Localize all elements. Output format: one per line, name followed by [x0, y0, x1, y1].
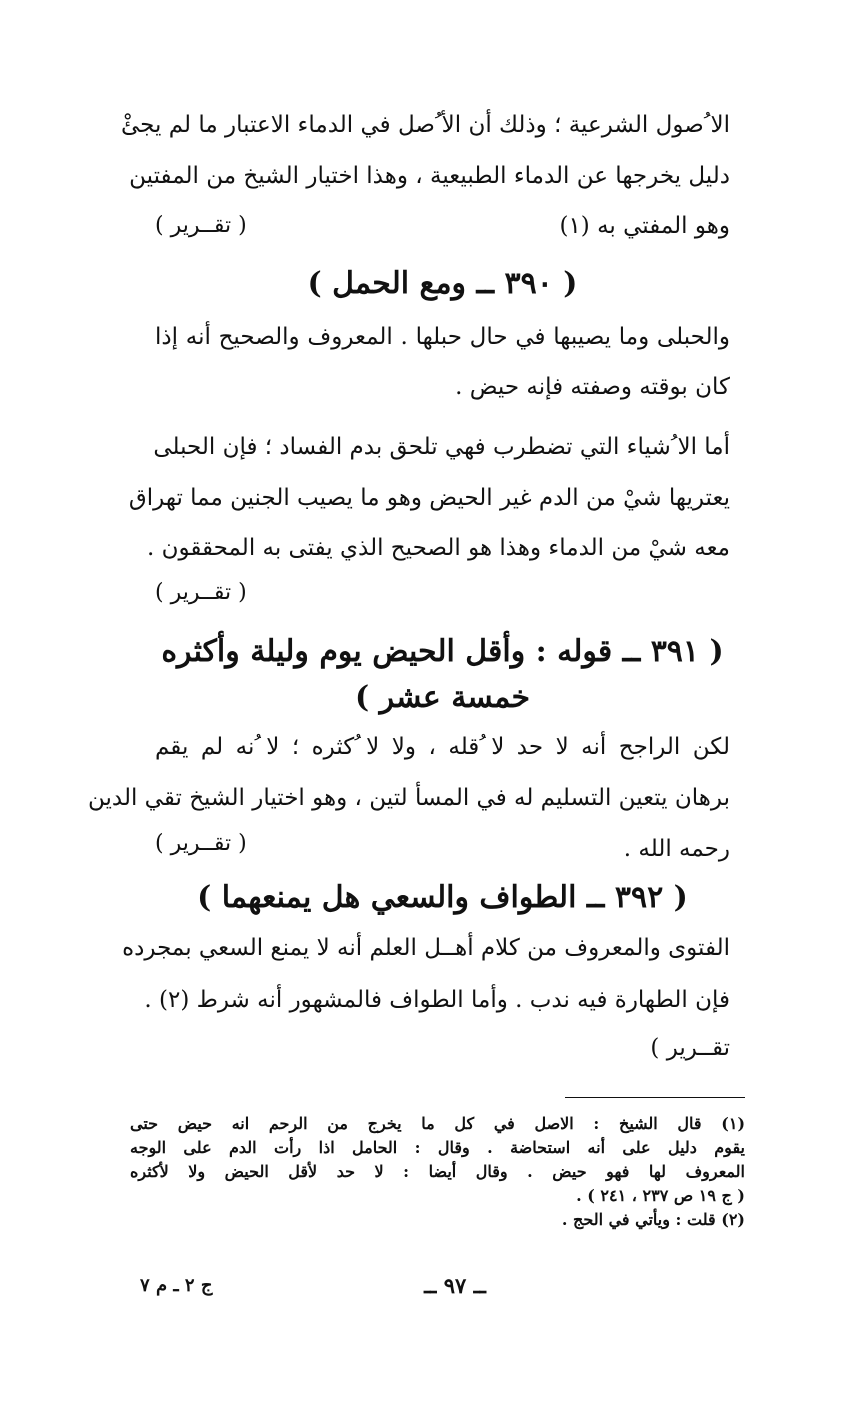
reference-taqrir: تقــرير ): [650, 1035, 730, 1061]
text-line: لكن الراجح أنه لا حد لا ُقله ، ولا لا ُكثره ؛ لا ُنه لم يقم: [155, 734, 730, 760]
footnote-line: يقوم دليل على أنه استحاضة . وقال : الحامل اذا رأت الدم على الوجه: [130, 1138, 745, 1157]
section-heading-392: ( ٣٩٢ ــ الطواف والسعي هل يمنعهما ): [197, 880, 688, 915]
text-line: فإن الطهارة فيه ندب . وأما الطواف فالمشهور أنه شرط (٢) .: [144, 987, 730, 1013]
section-heading-391-continued: خمسة عشر ): [354, 680, 531, 715]
text-line: الفتوى والمعروف من كلام أهــل العلم أنه لا يمنع السعي بمجرده: [122, 935, 730, 961]
reference-taqrir: ( تقــرير ): [155, 831, 247, 856]
text-line: دليل يخرجها عن الدماء الطبيعية ، وهذا اختيار الشيخ من المفتين: [129, 163, 730, 189]
footnote-line: (٢) قلت : ويأتي في الحج .: [561, 1210, 745, 1229]
text-line: والحبلى وما يصيبها في حال حبلها . المعروف والصحيح أنه إذا: [155, 324, 730, 350]
text-line: كان بوقته وصفته فإنه حيض .: [455, 374, 730, 400]
text-line: أما الا ُشياء التي تضطرب فهي تلحق بدم الفساد ؛ فإن الحبلى: [153, 434, 730, 460]
text-line: برهان يتعين التسليم له في المسأ لتين ، وهو اختيار الشيخ تقي الدين: [87, 785, 730, 811]
reference-taqrir: ( تقــرير ): [155, 213, 247, 238]
text-line: يعتريها شيْ من الدم غير الحيض وهو ما يصيب الجنين مما تهراق: [128, 485, 730, 511]
footnote-divider: [565, 1097, 745, 1098]
text-line: رحمه الله .: [623, 836, 730, 862]
reference-taqrir: ( تقــرير ): [155, 580, 247, 605]
text-line: وهو المفتي به (١): [559, 213, 730, 239]
footnote-line: المعروف لها فهو حيض . وقال أيضا : لا حد لأقل الحيض ولا لأكثره: [130, 1162, 745, 1181]
printer-signature: ج ٢ ـ م ٧: [140, 1275, 213, 1296]
footnote-line: ( ج ١٩ ص ٢٣٧ ، ٢٤١ ) .: [576, 1186, 745, 1205]
text-line: الا ُصول الشرعية ؛ وذلك أن الأ ُصل في الدماء الاعتبار ما لم يجئْ: [121, 112, 730, 138]
page-number: ــ ٩٧ ــ: [424, 1273, 486, 1298]
footnote-line: (١) قال الشيخ : الاصل في كل ما يخرج من الرحم انه حيض حتى: [130, 1114, 746, 1133]
section-heading-390: ( ٣٩٠ ــ ومع الحمل ): [307, 266, 578, 301]
text-line: معه شيْ من الدماء وهذا هو الصحيح الذي يفتى به المحققون .: [147, 535, 730, 561]
section-heading-391: ( ٣٩١ ــ قوله : وأقل الحيض يوم وليلة وأكثره: [161, 634, 724, 669]
